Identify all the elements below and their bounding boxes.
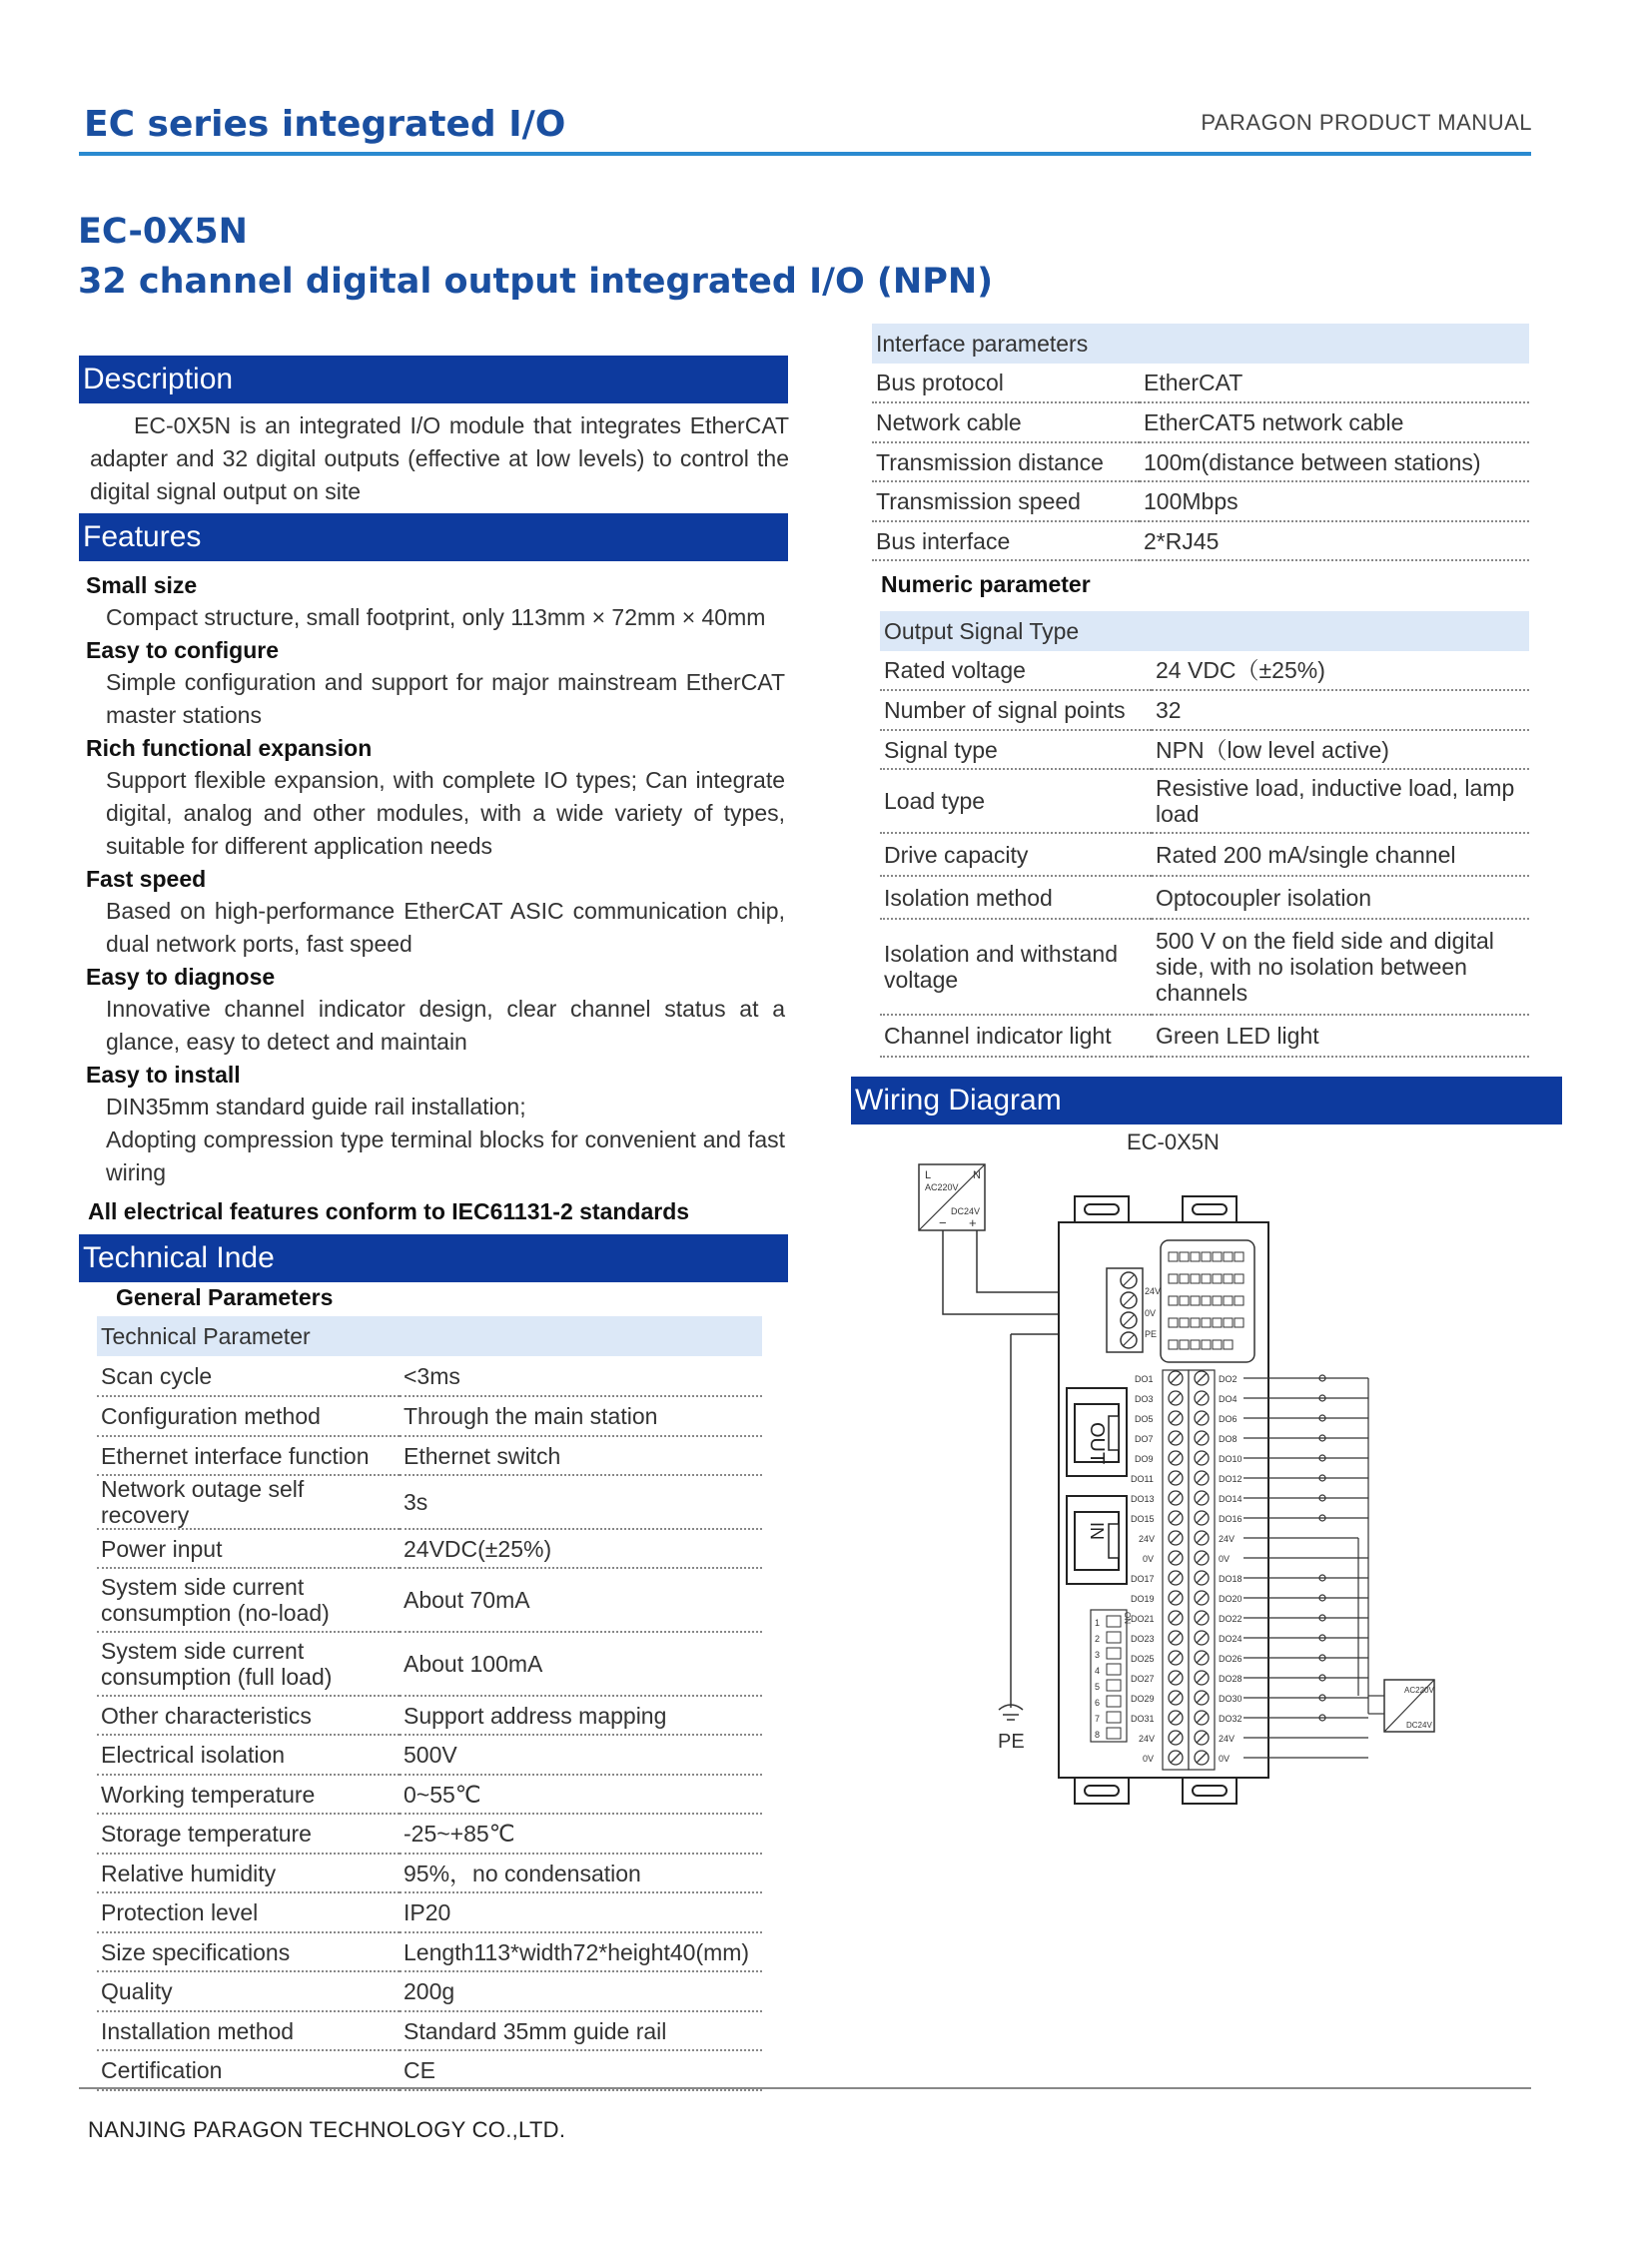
param-value: 95%，no condensation [400, 1854, 762, 1892]
term-do30: DO30 [1219, 1694, 1242, 1704]
psu-right-dc-label: DC24V [1406, 1721, 1432, 1730]
port-out-label: IN [1087, 1522, 1107, 1540]
param-value: CE [400, 2050, 762, 2090]
dip-label-8: 8 [1095, 1730, 1101, 1740]
dip-label-4: 4 [1095, 1666, 1101, 1676]
table-row [872, 364, 1529, 402]
table-band-label: Technical Parameter [97, 1316, 762, 1356]
term-24v-bot-left: 24V [1139, 1734, 1156, 1744]
param-name: Rated voltage [880, 651, 1152, 690]
term-do18: DO18 [1219, 1574, 1242, 1584]
table-row [97, 2050, 762, 2090]
power-term-pe: PE [1145, 1329, 1158, 1339]
term-do19: DO19 [1131, 1594, 1155, 1604]
term-do21: DO21 [1131, 1614, 1155, 1624]
param-name: Scan cycle [97, 1356, 400, 1396]
header-divider [79, 152, 1531, 156]
footer-company: NANJING PARAGON TECHNOLOGY CO.,LTD. [88, 2117, 566, 2142]
param-name: Isolation method [880, 876, 1152, 919]
feature-body: Simple configuration and support for major mainstream EtherCAT master stations [106, 669, 785, 728]
term-do8: DO8 [1219, 1434, 1238, 1444]
section-description: Description [79, 356, 788, 403]
term-do27: DO27 [1131, 1674, 1155, 1684]
term-do22: DO22 [1219, 1614, 1242, 1624]
feature-title: Rich functional expansion [86, 735, 373, 761]
param-value: 2*RJ45 [1140, 521, 1529, 560]
term-do31: DO31 [1131, 1714, 1155, 1724]
table-row [880, 919, 1529, 1015]
general-parameters-table [97, 1316, 762, 2091]
param-value: Through the main station [400, 1396, 762, 1436]
dip-label-1: 1 [1095, 1618, 1101, 1628]
psu-n-label: N [973, 1169, 981, 1181]
param-value: 500V [400, 1735, 762, 1775]
term-do17: DO17 [1131, 1574, 1155, 1584]
param-value: Green LED light [1152, 1015, 1529, 1057]
param-value: NPN（low level active) [1152, 730, 1529, 769]
param-name: Channel indicator light [880, 1015, 1152, 1057]
rj45-in-port [1067, 1388, 1127, 1476]
table-row [97, 1396, 762, 1436]
table-row [97, 2011, 762, 2050]
power-supply-right [1368, 1680, 1434, 1732]
wiring-diagram [899, 1148, 1498, 1828]
term-do7: DO7 [1135, 1434, 1154, 1444]
dip-label-6: 6 [1095, 1698, 1101, 1708]
table-band-row [872, 324, 1529, 364]
term-do29: DO29 [1131, 1694, 1155, 1704]
term-do11: DO11 [1131, 1474, 1154, 1484]
param-value: -25~+85℃ [400, 1814, 762, 1854]
param-value: About 70mA [400, 1568, 762, 1632]
param-name: Other characteristics [97, 1696, 400, 1735]
feature-item [86, 863, 785, 961]
param-name: Isolation and withstand voltage [880, 919, 1152, 1015]
conformance-statement: All electrical features conform to IEC61131-2 standards [88, 1198, 690, 1224]
terminal-block [1163, 1370, 1215, 1770]
product-code: EC-0X5N [78, 212, 248, 252]
term-do32: DO32 [1219, 1714, 1242, 1724]
dip-label-3: 3 [1095, 1650, 1101, 1660]
param-name: Network outage self recovery [97, 1475, 400, 1529]
table-row [97, 1356, 762, 1396]
table-row [97, 1775, 762, 1814]
table-row [97, 1854, 762, 1892]
header-title: EC series integrated I/O [84, 104, 566, 145]
feature-title: Small size [86, 572, 198, 598]
feature-item [86, 569, 785, 634]
feature-item [86, 961, 785, 1059]
term-do10: DO10 [1219, 1454, 1242, 1464]
term-do26: DO26 [1219, 1654, 1242, 1664]
rj45-out-port [1067, 1496, 1127, 1584]
term-24v-top-left: 24V [1139, 1534, 1156, 1544]
section-features: Features [79, 513, 788, 561]
term-do9: DO9 [1135, 1454, 1154, 1464]
param-value: Resistive load, inductive load, lamp load [1152, 769, 1529, 833]
psu-l-label: L [925, 1169, 932, 1181]
dip-label-2: 2 [1095, 1634, 1101, 1644]
feature-title: Easy to diagnose [86, 964, 276, 990]
dip-on-label: ON [1123, 1612, 1132, 1624]
psu-dc-label: DC24V [951, 1206, 981, 1216]
term-do5: DO5 [1135, 1414, 1154, 1424]
feature-title: Easy to configure [86, 637, 279, 663]
table-row [97, 1696, 762, 1735]
power-term-0v: 0V [1145, 1308, 1157, 1318]
param-name: Storage temperature [97, 1814, 400, 1854]
term-do3: DO3 [1135, 1394, 1154, 1404]
feature-body: Innovative channel indicator design, clear channel status at a glance, easy to detect and maintain [106, 996, 785, 1055]
param-value: EtherCAT5 network cable [1140, 402, 1529, 442]
table-row [880, 1015, 1529, 1057]
param-name: Network cable [872, 402, 1140, 442]
feature-item [86, 732, 785, 863]
term-do4: DO4 [1219, 1394, 1238, 1404]
param-name: Transmission distance [872, 442, 1140, 481]
dip-switch-block [1091, 1610, 1132, 1742]
module-body [1059, 1196, 1268, 1804]
product-name: 32 channel digital output integrated I/O (NPN) [78, 262, 994, 302]
param-value: 200g [400, 1971, 762, 2011]
param-value: Optocoupler isolation [1152, 876, 1529, 919]
table-row [880, 730, 1529, 769]
param-name: Size specifications [97, 1932, 400, 1971]
param-name: Relative humidity [97, 1854, 400, 1892]
param-name: Certification [97, 2050, 400, 2090]
param-name: Electrical isolation [97, 1735, 400, 1775]
term-do6: DO6 [1219, 1414, 1238, 1424]
feature-item [86, 634, 785, 732]
term-0v-bot-left: 0V [1143, 1754, 1155, 1764]
pe-label: PE [998, 1731, 1025, 1753]
table-row [880, 690, 1529, 730]
table-row [97, 1475, 762, 1529]
param-value: 100m(distance between stations) [1140, 442, 1529, 481]
numeric-parameter-heading: Numeric parameter [881, 571, 1091, 597]
param-name: Load type [880, 769, 1152, 833]
power-supply-left [919, 1164, 985, 1230]
param-name: Power input [97, 1529, 400, 1568]
param-name: Quality [97, 1971, 400, 2011]
term-do23: DO23 [1131, 1634, 1155, 1644]
term-do12: DO12 [1219, 1474, 1242, 1484]
term-do1: DO1 [1135, 1374, 1154, 1384]
table-row [880, 876, 1529, 919]
param-name: Bus protocol [872, 364, 1140, 402]
term-do16: DO16 [1219, 1514, 1242, 1524]
term-0v-top-left: 0V [1143, 1554, 1155, 1564]
param-name: Number of signal points [880, 690, 1152, 730]
param-value: 100Mbps [1140, 481, 1529, 521]
term-24v-bot-right: 24V [1219, 1734, 1236, 1744]
wiring-model-label: EC-0X5N [1127, 1129, 1220, 1154]
param-value: 24VDC(±25%) [400, 1529, 762, 1568]
param-value: <3ms [400, 1356, 762, 1396]
table-row [872, 442, 1529, 481]
term-do15: DO15 [1131, 1514, 1155, 1524]
term-0v-bot-right: 0V [1219, 1754, 1231, 1764]
psu-right-ac-label: AC220V [1404, 1686, 1434, 1695]
table-band-label: Output Signal Type [880, 611, 1529, 651]
param-value: About 100mA [400, 1632, 762, 1696]
param-value: EtherCAT [1140, 364, 1529, 402]
param-name: Protection level [97, 1892, 400, 1932]
param-value: Standard 35mm guide rail [400, 2011, 762, 2050]
param-value: Ethernet switch [400, 1436, 762, 1475]
dip-label-5: 5 [1095, 1682, 1101, 1692]
table-row [880, 769, 1529, 833]
param-value: 32 [1152, 690, 1529, 730]
param-value: Support address mapping [400, 1696, 762, 1735]
table-row [872, 402, 1529, 442]
table-band-label: Interface parameters [872, 324, 1529, 364]
term-do20: DO20 [1219, 1594, 1242, 1604]
param-value: IP20 [400, 1892, 762, 1932]
feature-body-extra: Adopting compression type terminal blocks for convenient and fast wiring [106, 1126, 785, 1185]
param-value: 3s [400, 1475, 762, 1529]
term-do24: DO24 [1219, 1634, 1242, 1644]
param-value: 500 V on the field side and digital side, with no isolation between channels [1152, 919, 1529, 1015]
feature-body: Compact structure, small footprint, only 113mm × 72mm × 40mm [106, 604, 766, 630]
table-row [97, 1932, 762, 1971]
psu-minus-label: − [939, 1215, 947, 1230]
term-do13: DO13 [1131, 1494, 1155, 1504]
feature-title: Fast speed [86, 866, 207, 892]
table-row [97, 1971, 762, 2011]
psu-ac-label: AC220V [925, 1182, 959, 1192]
param-value: 24 VDC（±25%) [1152, 651, 1529, 690]
param-name: Ethernet interface function [97, 1436, 400, 1475]
table-row [97, 1632, 762, 1696]
table-row [97, 1436, 762, 1475]
table-band-row [97, 1316, 762, 1356]
port-in-label: OUT [1086, 1422, 1108, 1465]
param-name: System side current consumption (full load) [97, 1632, 400, 1696]
table-row [872, 481, 1529, 521]
numeric-parameters-table [880, 611, 1529, 1058]
term-do14: DO14 [1219, 1494, 1242, 1504]
section-technical: Technical Inde [79, 1234, 788, 1282]
table-row [97, 1814, 762, 1854]
term-do25: DO25 [1131, 1654, 1155, 1664]
term-do28: DO28 [1219, 1674, 1242, 1684]
table-row [97, 1568, 762, 1632]
description-text: EC-0X5N is an integrated I/O module that integrates EtherCAT adapter and 32 digital outputs (effective at low levels) to control the digital signal output on site [90, 412, 789, 504]
table-band-row [880, 611, 1529, 651]
param-name: System side current consumption (no-load) [97, 1568, 400, 1632]
param-name: Bus interface [872, 521, 1140, 560]
param-name: Drive capacity [880, 833, 1152, 876]
param-name: Installation method [97, 2011, 400, 2050]
feature-body: Support flexible expansion, with complete IO types; Can integrate digital, analog and other modules, with a wide variety of types, suitable for different application needs [106, 767, 785, 859]
interface-parameters-table [872, 324, 1529, 561]
feature-title: Easy to install [86, 1062, 241, 1088]
pe-ground-icon [998, 1705, 1025, 1753]
term-do2: DO2 [1219, 1374, 1238, 1384]
param-name: Configuration method [97, 1396, 400, 1436]
footer-divider [79, 2087, 1531, 2089]
table-row [872, 521, 1529, 560]
term-0v-top-right: 0V [1219, 1554, 1231, 1564]
features-list [86, 569, 785, 1227]
table-row [97, 1892, 762, 1932]
general-parameters-heading: General Parameters [116, 1284, 334, 1310]
section-wiring: Wiring Diagram [851, 1077, 1562, 1124]
param-value: Rated 200 mA/single channel [1152, 833, 1529, 876]
param-value: Length113*width72*height40(mm) [400, 1932, 762, 1971]
feature-body: DIN35mm standard guide rail installation; [106, 1094, 526, 1120]
feature-item [86, 1059, 785, 1189]
dip-label-7: 7 [1095, 1714, 1101, 1724]
header-manual-label: PARAGON PRODUCT MANUAL [1201, 110, 1532, 135]
param-name: Signal type [880, 730, 1152, 769]
table-row [97, 1529, 762, 1568]
table-row [97, 1735, 762, 1775]
feature-body: Based on high-performance EtherCAT ASIC communication chip, dual network ports, fast speed [106, 898, 785, 957]
param-name: Transmission speed [872, 481, 1140, 521]
term-24v-top-right: 24V [1219, 1534, 1236, 1544]
table-row [880, 651, 1529, 690]
power-term-24v: 24V [1145, 1286, 1162, 1296]
param-name: Working temperature [97, 1775, 400, 1814]
psu-plus-label: + [969, 1215, 977, 1230]
param-value: 0~55℃ [400, 1775, 762, 1814]
table-row [880, 833, 1529, 876]
